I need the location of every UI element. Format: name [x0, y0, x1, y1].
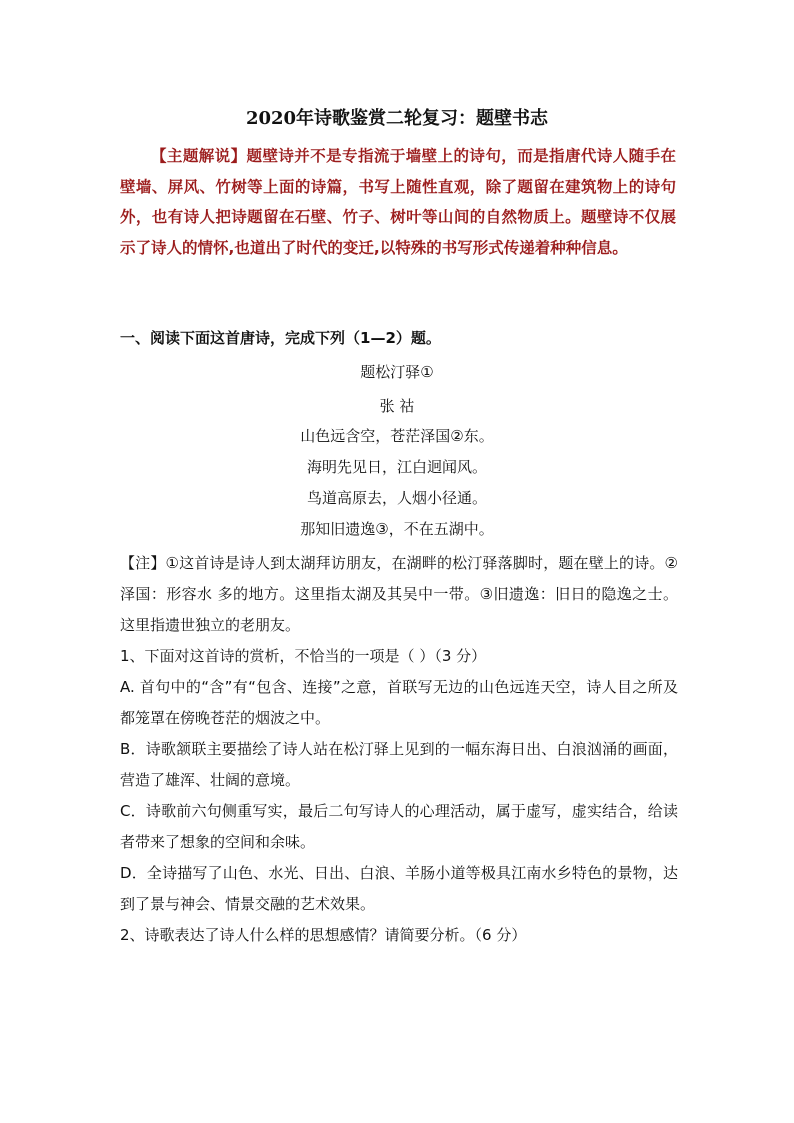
poem-title: 题松汀驿① — [360, 363, 434, 381]
question-1-option-a: A. 首句中的“含”有“包含、连接”之意，首联写无边的山色远连天空，诗人目之所及都笼罩在傍晚苍茫的烟波之中。 — [120, 678, 678, 727]
poem-line-3: 鸟道高原去，人烟小径通。 — [306, 489, 487, 507]
question-1-option-c: C．诗歌前六句侧重写实，最后二句写诗人的心理活动，属于虚写，虚实结合，给读者带来了想象的空间和余味。 — [120, 802, 678, 851]
question-1-stem: 1、下面对这首诗的赏析，不恰当的一项是（ ）（3 分） — [120, 647, 487, 665]
poem-line-1: 山色远含空，苍茫泽国②东。 — [300, 427, 494, 445]
poem-line-4: 那知旧遗逸③，不在五湖中。 — [300, 520, 494, 538]
poem-author: 张 祜 — [379, 397, 415, 415]
theme-explanation: 【主题解说】题壁诗并不是专指流于墙壁上的诗句，而是指唐代诗人随手在壁墙、屏风、竹树等上面的诗篇，书写上随性直观，除了题留在建筑物上的诗句外，也有诗人把诗题留在石壁、竹子、树叶等山间的自然物质上。题壁诗不仅展示了诗人的情怀,也道出了时代的变迁,以特殊的书写形式传递着种种信息。 — [120, 147, 676, 257]
poem-notes: 【注】①这首诗是诗人到太湖拜访朋友，在湖畔的松汀驿落脚时，题在壁上的诗。②泽国：形容水 多的地方。这里指太湖及其吴中一带。③旧遗逸：旧日的隐逸之士。这里指遗世独立的老朋友。 — [120, 554, 678, 634]
question-1-option-d: D．全诗描写了山色、水光、日出、白浪、羊肠小道等极具江南水乡特色的景物，达到了景与神会、情景交融的艺术效果。 — [120, 864, 678, 913]
section-heading: 一、阅读下面这首唐诗，完成下列（1—2）题。 — [120, 329, 441, 347]
question-1-option-b: B．诗歌颔联主要描绘了诗人站在松汀驿上见到的一幅东海日出、白浪汹涌的画面，营造了雄浑、壮阔的意境。 — [120, 740, 678, 789]
poem-line-2: 海明先见日，江白迥闻风。 — [306, 458, 487, 476]
document-title: 2020年诗歌鉴赏二轮复习：题壁书志 — [245, 108, 549, 129]
question-2-stem: 2、诗歌表达了诗人什么样的思想感情？请简要分析。（6 分） — [120, 926, 527, 944]
